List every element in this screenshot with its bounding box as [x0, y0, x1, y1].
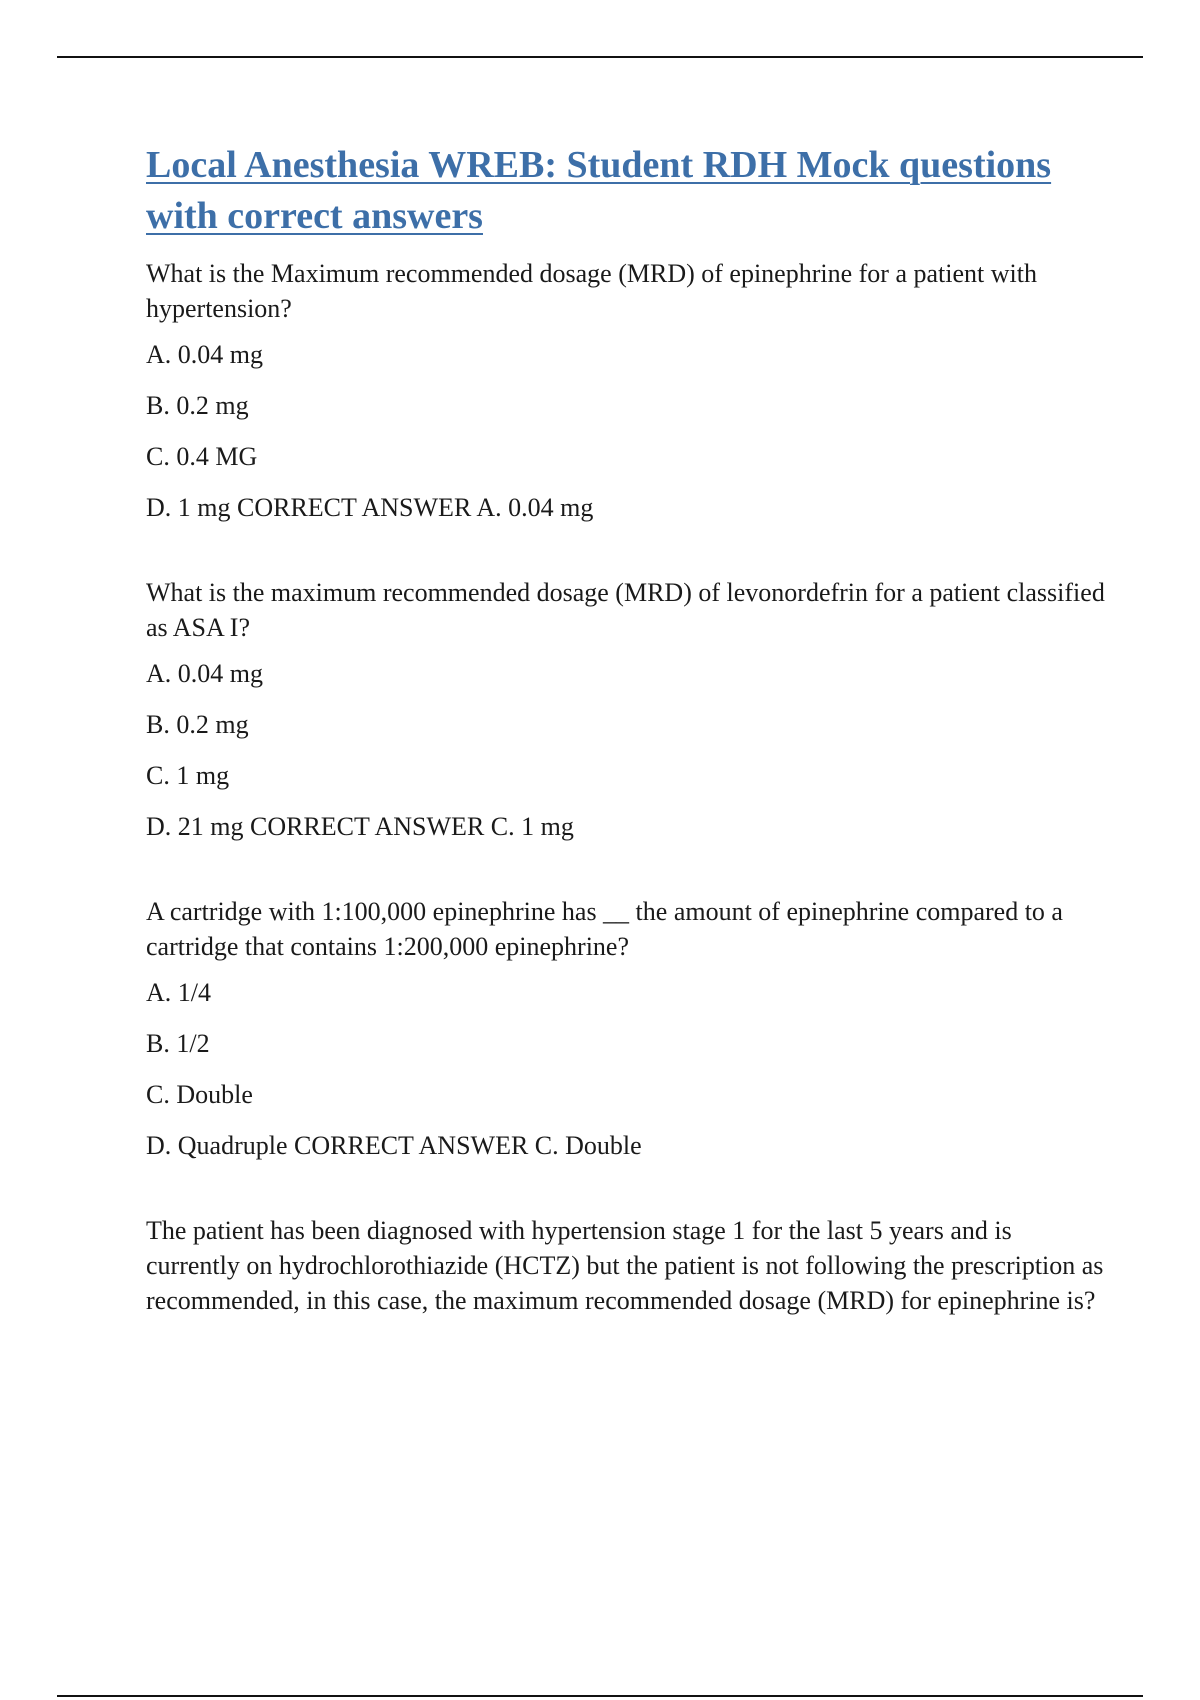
question-text: What is the maximum recommended dosage (MRD) of levonordefrin for a patient classified as ASA I? — [146, 578, 1105, 642]
document-title[interactable]: Local Anesthesia WREB: Student RDH Mock questions with correct answers — [146, 144, 1052, 237]
question-block-3 — [146, 894, 1106, 1163]
answer-option: A. 1/4 — [146, 978, 211, 1007]
answer-option: A. 0.04 mg — [146, 340, 263, 369]
answer-option: B. 1/2 — [146, 1029, 210, 1058]
answer-option: B. 0.2 mg — [146, 391, 249, 420]
question-block-2 — [146, 575, 1106, 844]
answer-option-with-correct-answer: D. Quadruple CORRECT ANSWER C. Double — [146, 1131, 642, 1160]
answer-option: C. 1 mg — [146, 761, 230, 790]
question-block-1 — [146, 256, 1106, 525]
question-block-4 — [146, 1213, 1106, 1318]
answer-option: A. 0.04 mg — [146, 659, 263, 688]
answer-option-with-correct-answer: D. 21 mg CORRECT ANSWER C. 1 mg — [146, 812, 574, 841]
answer-option: C. Double — [146, 1080, 253, 1109]
answer-option: B. 0.2 mg — [146, 710, 249, 739]
question-text: What is the Maximum recommended dosage (MRD) of epinephrine for a patient with hypertension? — [146, 259, 1037, 323]
question-text: A cartridge with 1:100,000 epinephrine has __ the amount of epinephrine compared to a cartridge that contains 1:200,000 epinephrine? — [146, 897, 1063, 961]
header-rule — [57, 56, 1143, 58]
answer-option-with-correct-answer: D. 1 mg CORRECT ANSWER A. 0.04 mg — [146, 493, 594, 522]
answer-option: C. 0.4 MG — [146, 442, 258, 471]
question-text: The patient has been diagnosed with hypertension stage 1 for the last 5 years and is currently on hydrochlorothiazide (HCTZ) but the patient is not following the prescription as recommended, in this case, the maximum recommended dosage (MRD) for epinephrine is? — [146, 1216, 1104, 1315]
document-body — [146, 140, 1106, 1330]
footer-rule — [57, 1695, 1143, 1697]
